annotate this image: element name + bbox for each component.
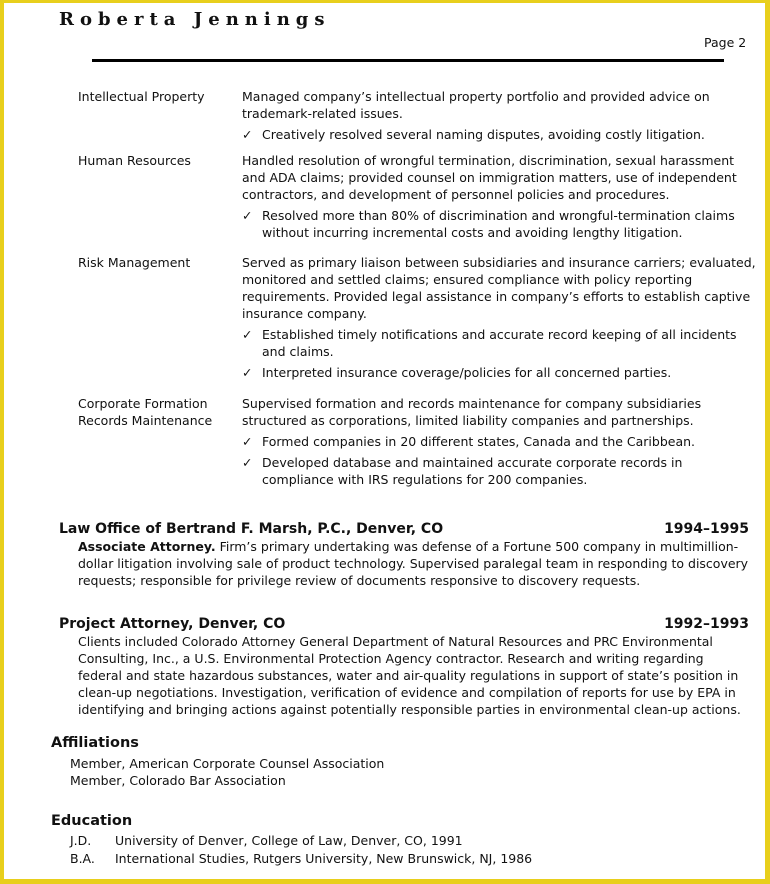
skill-risk-management xyxy=(78,254,758,381)
skill-label-line: Risk Management xyxy=(78,255,191,270)
job-entry xyxy=(59,615,749,718)
skill-description: Served as primary liaison between subsidiaries and insurance carriers; evaluated, monitored and settled claims; ensured compliance with policy reporting requirements. Provided legal assistance in company’s efforts to establish captive insurance company. xyxy=(242,255,756,321)
achievement-item xyxy=(242,326,758,360)
skill-label-line: Corporate Formation xyxy=(78,396,208,411)
affiliation-item: Member, American Corporate Counsel Association xyxy=(70,756,385,771)
achievement-text: Established timely notifications and accurate record keeping of all incidents and claims. xyxy=(262,327,737,359)
job-title: Associate Attorney. xyxy=(78,539,216,554)
education-detail: University of Denver, College of Law, Denver, CO, 1991 xyxy=(115,833,463,848)
skill-label-line: Human Resources xyxy=(78,153,191,168)
job-dates: 1994–1995 xyxy=(664,521,749,537)
check-icon: ✓ xyxy=(242,208,253,223)
skill-label-line: Records Maintenance xyxy=(78,413,213,428)
education-item xyxy=(70,833,463,848)
skill-corporate-formation xyxy=(78,395,758,488)
job-dates: 1992–1993 xyxy=(664,616,749,632)
skill-description: Handled resolution of wrongful termination, discrimination, sexual harassment and ADA claims; provided counsel on immigration matters, use of independent contractors, and development of personnel policies and procedures. xyxy=(242,153,737,202)
skill-label-line: Intellectual Property xyxy=(78,89,205,104)
job-entry xyxy=(59,520,749,589)
check-icon: ✓ xyxy=(242,365,253,380)
skill-human-resources xyxy=(78,152,758,241)
achievement-text: Developed database and maintained accurate corporate records in compliance with IRS regulations for 200 companies. xyxy=(262,455,683,487)
skill-label xyxy=(78,152,242,241)
education-item xyxy=(70,851,532,866)
skill-label xyxy=(78,88,242,143)
achievement-item xyxy=(242,454,758,488)
candidate-name: Roberta Jennings xyxy=(59,9,331,30)
achievement-item xyxy=(242,126,758,143)
affiliations-heading: Affiliations xyxy=(51,735,139,751)
achievement-item xyxy=(242,364,758,381)
affiliation-item: Member, Colorado Bar Association xyxy=(70,773,286,788)
education-heading: Education xyxy=(51,813,133,829)
achievement-text: Interpreted insurance coverage/policies for all concerned parties. xyxy=(262,365,672,380)
job-employer: Project Attorney, Denver, CO xyxy=(59,616,286,632)
achievement-item xyxy=(242,433,758,450)
skill-intellectual-property xyxy=(78,88,758,143)
check-icon: ✓ xyxy=(242,127,253,142)
education-detail: International Studies, Rutgers University, New Brunswick, NJ, 1986 xyxy=(115,851,533,866)
job-description-block xyxy=(59,538,749,589)
resume-page xyxy=(4,3,765,879)
skill-description: Managed company’s intellectual property portfolio and provided advice on trademark-related issues. xyxy=(242,89,710,121)
achievement-text: Creatively resolved several naming disputes, avoiding costly litigation. xyxy=(262,127,705,142)
page-number: Page 2 xyxy=(704,35,747,50)
job-description: Firm’s primary undertaking was defense of a Fortune 500 company in multimillion-dollar litigation involving sale of product technology. Supervised paralegal team in responding to discovery requests; responsible for privilege review of documents responsive to discovery requests. xyxy=(78,539,749,588)
job-employer: Law Office of Bertrand F. Marsh, P.C., Denver, CO xyxy=(59,521,444,537)
achievement-text: Resolved more than 80% of discrimination and wrongful-termination claims without incurring incremental costs and avoiding lengthy litigation. xyxy=(262,208,735,240)
header-rule xyxy=(92,59,724,62)
achievement-item xyxy=(242,207,758,241)
skill-label xyxy=(78,395,242,488)
skill-description: Supervised formation and records maintenance for company subsidiaries structured as corporations, limited liability companies and partnerships. xyxy=(242,396,702,428)
achievement-text: Formed companies in 20 different states, Canada and the Caribbean. xyxy=(262,434,696,449)
education-degree: B.A. xyxy=(70,851,95,866)
job-description: Clients included Colorado Attorney General Department of Natural Resources and PRC Environmental Consulting, Inc., a U.S. Environmental Protection Agency contractor. Research and writing regarding federal and state hazardous substances, water and air-quality regulations in support of state’s position in clean-up negotiations. Investigation, verification of evidence and compilation of reports for use by EPA in identifying and bringing actions against potentially responsible parties in environmental clean-up actions. xyxy=(78,634,741,717)
check-icon: ✓ xyxy=(242,434,253,449)
skill-label xyxy=(78,254,242,381)
check-icon: ✓ xyxy=(242,327,253,342)
education-degree: J.D. xyxy=(70,833,92,848)
check-icon: ✓ xyxy=(242,455,253,470)
